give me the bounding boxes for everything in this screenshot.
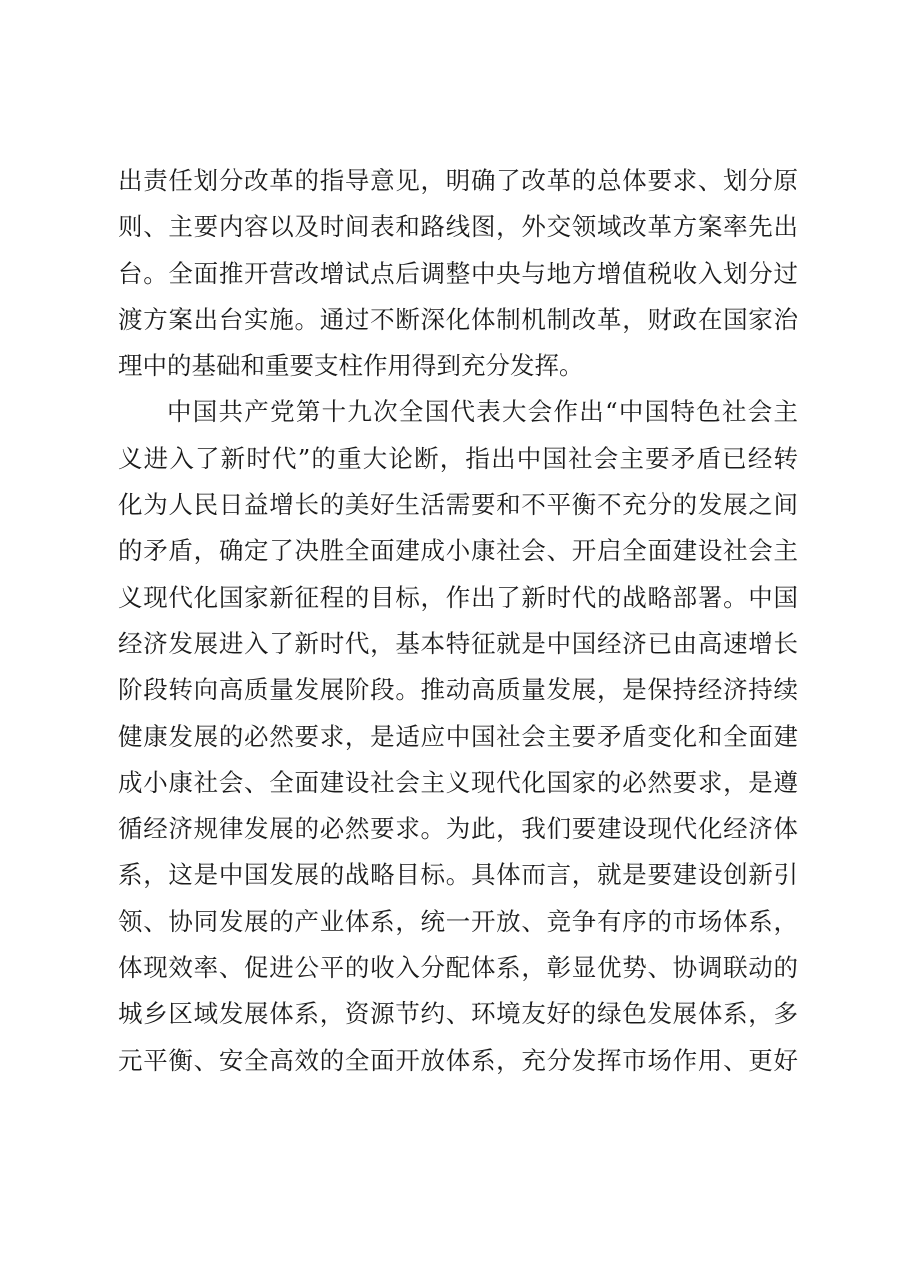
text-line: 体现效率、促进公平的收入分配体系，彰显优势、协调联动的 xyxy=(118,953,798,983)
text-line: 城乡区域发展体系，资源节约、环境友好的绿色发展体系，多 xyxy=(118,999,798,1029)
paragraph-1 xyxy=(118,158,798,389)
text-line: 领、协同发展的产业体系，统一开放、竞争有序的市场体系， xyxy=(118,906,798,936)
text-line: 的矛盾，确定了决胜全面建成小康社会、开启全面建设社会主 xyxy=(118,536,798,566)
text-line: 台。全面推开营改增试点后调整中央与地方增值税收入划分过 xyxy=(118,258,798,288)
text-line: 义进入了新时代”的重大论断，指出中国社会主要矛盾已经转 xyxy=(118,443,798,473)
text-line: 则、主要内容以及时间表和路线图，外交领域改革方案率先出 xyxy=(118,212,798,242)
text-line: 理中的基础和重要支柱作用得到充分发挥。 xyxy=(118,351,584,381)
text-line: 化为人民日益增长的美好生活需要和不平衡不充分的发展之间 xyxy=(118,490,798,520)
paragraph-2 xyxy=(118,389,798,1083)
text-line: 循经济规律发展的必然要求。为此，我们要建设现代化经济体 xyxy=(118,814,798,844)
body-text xyxy=(118,158,798,1084)
text-line: 成小康社会、全面建设社会主义现代化国家的必然要求，是遵 xyxy=(118,767,798,797)
text-line: 健康发展的必然要求，是适应中国社会主要矛盾变化和全面建 xyxy=(118,721,798,751)
text-line: 出责任划分改革的指导意见，明确了改革的总体要求、划分原 xyxy=(118,166,798,195)
text-line: 渡方案出台实施。通过不断深化体制机制改革，财政在国家治 xyxy=(118,304,798,334)
text-line: 义现代化国家新征程的目标，作出了新时代的战略部署。中国 xyxy=(118,582,798,612)
text-line: 经济发展进入了新时代，基本特征就是中国经济已由高速增长 xyxy=(118,628,798,658)
text-line: 系，这是中国发展的战略目标。具体而言，就是要建设创新引 xyxy=(118,860,798,890)
text-line: 元平衡、安全高效的全面开放体系，充分发挥市场作用、更好 xyxy=(118,1045,798,1075)
text-line: 中国共产党第十九次全国代表大会作出“中国特色社会主 xyxy=(167,397,798,427)
text-line: 阶段转向高质量发展阶段。推动高质量发展，是保持经济持续 xyxy=(118,675,798,705)
